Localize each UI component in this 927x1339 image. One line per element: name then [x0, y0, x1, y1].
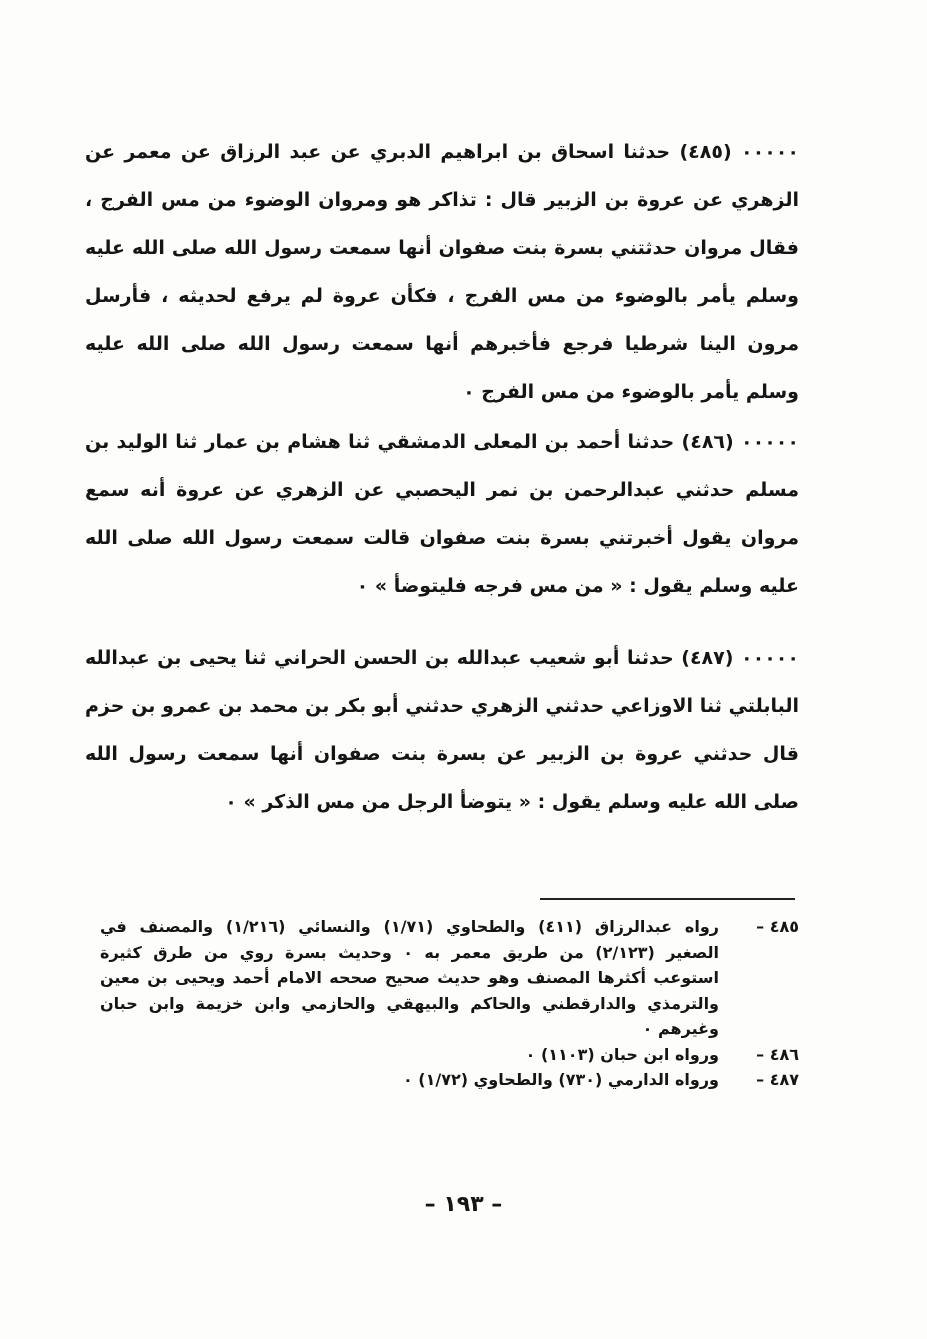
footnote-486 [100, 1042, 799, 1068]
footnotes-section [100, 914, 799, 1093]
footnote-487 [100, 1067, 799, 1093]
hadith-487-block [85, 634, 799, 826]
footnote-number: ٤٨٥ – [756, 917, 799, 936]
hadith-486-block [85, 418, 799, 610]
hadith-485-block [85, 128, 799, 416]
hadith-paragraph: ٠٠٠٠٠ (٤٨٥) حدثنا اسحاق بن ابراهيم الدبري عن عبد الرزاق عن معمر عن الزهري عن عروة بن الزبير قال : تذاكر هو ومروان الوضوء من مس الفرج ، فقال مروان حدثتني بسرة بنت صفوان أنها سمعت رسول الله صلى الله عليه وسلم يأمر بالوضوء من مس الفرج ، فكأن عروة لم يرفع لحديثه ، فأرسل مرون الينا شرطيا فرجع فأخبرهم أنها سمعت رسول الله صلى الله عليه وسلم يأمر بالوضوء من مس الفرج ٠ [85, 141, 799, 403]
footnote-number: ٤٨٦ – [756, 1044, 799, 1064]
page-number: – ١٩٣ – [424, 1192, 503, 1217]
hadith-paragraph: ٠٠٠٠٠ (٤٨٦) حدثنا أحمد بن المعلى الدمشقي ثنا هشام بن عمار ثنا الوليد بن مسلم حدثني عبدالرحمن بن نمر اليحصبي عن الزهري عن عروة أنه سمع مروان يقول أخبرتني بسرة بنت صفوان قالت سمعت رسول الله صلى الله عليه وسلم يقول : « من مس فرجه فليتوضأ » ٠ [85, 431, 799, 597]
footnote-separator [540, 898, 795, 900]
footnote-text: ورواه ابن حبان (١١٠٣) ٠ [525, 1044, 719, 1064]
hadith-paragraph: ٠٠٠٠٠ (٤٨٧) حدثنا أبو شعيب عبدالله بن الحسن الحراني ثنا يحيى بن عبدالله البابلتي ثنا الاوزاعي حدثني الزهري حدثني أبو بكر بن محمد بن عمرو بن حزم قال حدثني عروة بن الزبير عن بسرة بنت صفوان أنها سمعت رسول الله صلى الله عليه وسلم يقول : « يتوضأ الرجل من مس الذكر » ٠ [85, 647, 799, 813]
footnote-text: رواه عبدالرزاق (٤١١) والطحاوي (١/٧١) والنسائي (١/٢١٦) والمصنف في الصغير (٢/١٢٣) من طريق معمر به ٠ وحديث بسرة روي من طرق كثيرة استوعب أكثرها المصنف وهو حديث صحيح صححه الامام أحمد ويحيى بن معين والترمذي والدارقطني والحاكم والبيهقي والحازمي وابن خزيمة وابن حبان وغيرهم ٠ [100, 917, 720, 1038]
footnote-number: ٤٨٧ – [756, 1070, 799, 1089]
footnote-text: ورواه الدارمي (٧٣٠) والطحاوي (١/٧٢) ٠ [402, 1070, 719, 1089]
footnote-485 [100, 914, 799, 1042]
